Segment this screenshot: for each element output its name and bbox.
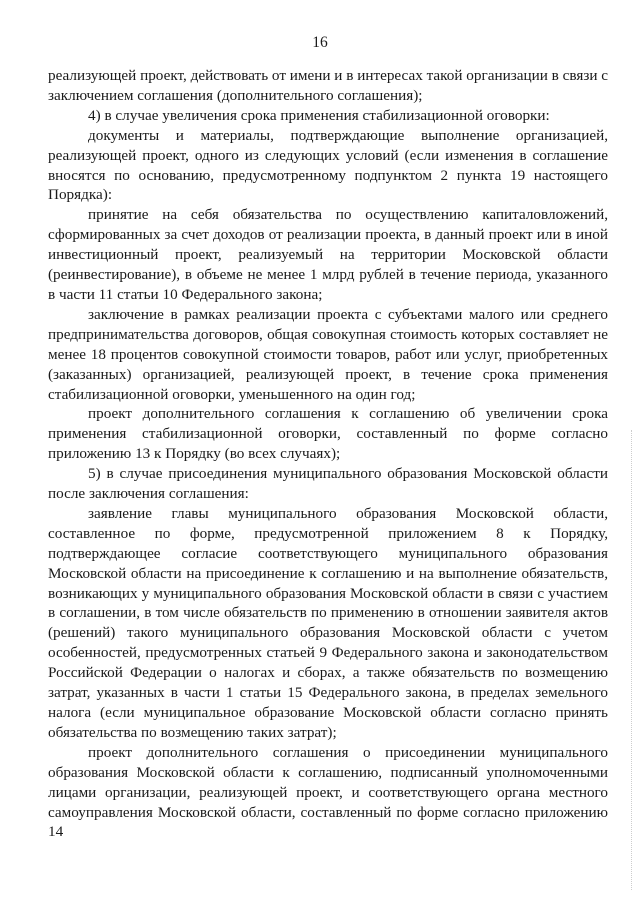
paragraph-municipal-application: заявление главы муниципального образования Московской области, составленное по форме, предусмотренной приложением 8 к Порядку, подтверждающее согласие соответствующего муниципального образования Московской области на присоединение к соглашению и на выполнение обязательств, возникающих у муниципального образования Московской области в связи с участием в соглашении, в том числе обязательств по применению в отношении заявителя актов (решений) такого муниципального образования Московской области с учетом особенностей, предусмотренных статьей 9 Федерального закона и законодательством Российской Федерации о налогах и сборах, а также обязательств по возмещению затрат, указанных в части 1 статьи 15 Федерального закона, в пределах земельного налога (если муниципальное образование Московской области согласно принять обязательства по возмещению таких затрат); xyxy=(48,504,608,741)
paragraph-supplementary-agreement-draft: проект дополнительного соглашения к соглашению об увеличении срока применения стабилизационной оговорки, составленный по форме согласно приложению 13 к Порядку (во всех случаях); xyxy=(48,405,608,463)
paragraph-documents-materials: документы и материалы, подтверждающие выполнение организацией, реализующей проект, одного из следующих условий (если изменения в соглашение вносятся по основанию, предусмотренному подпунктом 2 пункта 19 настоящего Порядка): xyxy=(48,126,608,204)
paragraph-continuation: реализующей проект, действовать от имени и в интересах такой организации в связи с заключением соглашения (дополнительного соглашения); xyxy=(48,67,608,104)
paragraph-accession-agreement-draft: проект дополнительного соглашения о присоединении муниципального образования Московской области к соглашению, подписанный уполномоченными лицами организации, реализующей проект, и соответствующего органа местного самоуправления Московской области, составленный по форме согласно приложению 14 xyxy=(48,743,608,841)
paragraph-small-business-contracts: заключение в рамках реализации проекта с субъектами малого или среднего предпринимательства договоров, общая совокупная стоимость которых составляет не менее 18 процентов совокупной стоимости товаров, работ или услуг, приобретенных (заказанных) организацией, реализующей проект, в течение срока применения стабилизационной оговорки, уменьшенного на один год; xyxy=(48,305,608,403)
page-number: 16 xyxy=(312,34,328,51)
paragraph-item-5-heading: 5) в случае присоединения муниципального образования Московской области после заключения соглашения: xyxy=(48,465,608,503)
document-body xyxy=(48,66,608,842)
scan-edge-marks xyxy=(629,430,632,890)
paragraph-reinvestment: принятие на себя обязательства по осуществлению капиталовложений, сформированных за счет доходов от реализации проекта, в данный проект или в иной инвестиционный проект, реализуемый на территории Московской области (реинвестирование), в объеме не менее 1 млрд рублей в течение периода, указанного в части 11 статьи 10 Федерального закона; xyxy=(48,206,608,303)
paragraph-item-4-heading: 4) в случае увеличения срока применения стабилизационной оговорки: xyxy=(88,106,550,124)
